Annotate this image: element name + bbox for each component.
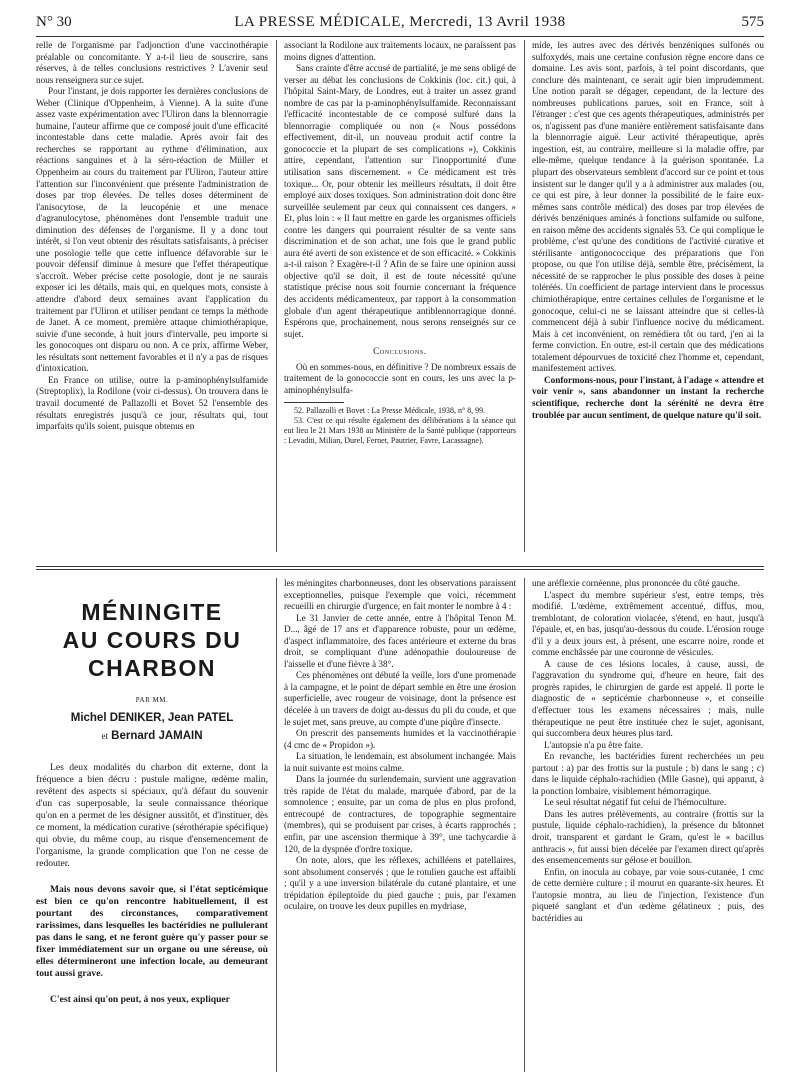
paragraph: Sans crainte d'être accusé de partialité, je me sens obligé de verser au débat les conclusions de Cokkinis (loc. cit.) qui, à l'hôpital Saint-Mary, de Londres, eut à traiter un assez grand nombre de cas par la p-aminophénylsulfamide. Reconnaissant l'efficacité incontestable de ce composé sulfuré dans la blennorragie compliquée ou non (« Nous possédons effectivement, dit-il, un nouveau produit actif contre la gonococcie et la plupart de ses complications »), Cokkinis attire, cependant, l'attention sur l'inopportunité d'une utilisation sans discernement. « Ce médicament est très toxique... Or, pour obtenir les meilleurs résultats, il doit être employé aux doses toxiques. Son administration doit donc être surveillée seulement par ceux qui connaissent ces dangers. » Et, plus loin : « Il faut mettre en garde les organismes officiels contre les dangers qui pourraient résulter de sa vente sans discrimination et de son achat, une fois que le grand public aura été averti de son existence et de son efficacité. » Cokkinis a-t-il raison ? Exagère-t-il ? Afin de se faire une opinion aussi objective qu'il se doit, il est de toute nécessité qu'une statistique précise nous soit fournie concernant la fréquence des accidents médicamenteux, par rapport à la consommation globale d'un agent thérapeutique antiblennorragique donné. Espérons que, prochainement, nous serons renseignés sur ce sujet.: [284, 63, 516, 339]
paragraph: On note, alors, que les réflexes, achilléens et patellaires, sont absolument conservés ; que le rotulien gauche est affaibli ; qu'il y a une inversion bilatérale du cutané plantaire, et une trépidation épileptoïde du pied gauche ; puis, par l'examen oculaire, on trouve les deux pupilles en mydriase,: [284, 855, 516, 912]
page-number: 575: [741, 14, 764, 30]
column-rule: [524, 40, 525, 552]
byline-par: PAR MM.: [135, 696, 169, 704]
article-title-line-2: AU COURS DU CHARBON: [62, 627, 242, 681]
article-title-block: [36, 598, 268, 742]
paragraph: La situation, le lendemain, est absolument inchangée. Mais la nuit suivante est moins calme.: [284, 751, 516, 773]
article-separator: [36, 566, 764, 567]
authors-conjunction: et: [101, 731, 108, 741]
paragraph: mide, les autres avec des dérivés benzéniques sulfonés ou sulfoxydés, mais une certaine confusion règne encore dans ce domaine. Les avis sont, parfois, à tel point discordants, que conclure dès maintenant, ce serait agir bien imprudemment. Une notion paraît se dégager, cependant, de la lecture des nombreuses publications parues, soit en France, soit à l'étranger : c'est que ces agents thérapeutiques, administrés per os, n'agissent pas d'une manière entièrement satisfaisante dans la blennorragie aiguë. Leur activité thérapeutique, après ingestion, est, au contraire, meilleure si la maladie offre, par elle-même, quelque tendance à la guérison spontanée. La plupart des observateurs semblent d'accord sur ce point et tous insistent sur le danger qu'il y a à administrer aux malades (ou, ce qui est pire, à leur donner la possibilité de le faire eux-mêmes sans contrôle médical) des doses par trop élevées de dérivés benzéniques aminés à fonctions sulfamide ou sulfone, en raison même des accidents signalés 53. Ce qui complique le problème, c'est qu'une des conditions de l'activité curative et stérilisante antigonococcique des préparations que l'on propose, ou que l'on utilise déjà, semble être, précisément, la nécessité de se rapprocher le plus possible des doses à peine toléréés. Un coefficient de partage intervient dans le processus chimiothérapique, entre certaines cellules de l'organisme et le gonocoque, celui-ci ne se laissant atteindre que si celles-là commencent déjà à subir l'influence nocive du médicament. Mais à cet inconvénient, on remédiera tôt ou tard, j'en ai la ferme conviction. En outre, est-il certain que des médications totalement dépourvues de toxicité chez l'homme et, cependant, manifestement actives.: [532, 40, 764, 374]
paragraph: Les deux modalités du charbon dit externe, dont la fréquence a bien décru : pustule maligne, œdème malin, revêtent des aspects si spéciaux, qu'à défaut du souvenir d'un cas superposable, la seule connaissance théorique qu'on en a permet de les désigner aussitôt, et d'instituer, dès ce moment, la médication curative (sérothérapie spécifique) qui obvie, du même coup, au risque d'ensemencement de l'organisme, la grande complication que l'on ne cesse de redouter.: [36, 762, 268, 869]
paragraph: En France on utilise, outre la p-aminophénylsulfamide (Streptoplix), la Rodilone (voir ci-dessus). On trouvera dans le travail documenté de Pallazolli et Bovet 52 l'ensemble des résultats enregistrés jusqu'à ce jour, résultats qui, tout imparfaits qu'ils soient, puisque obtenus en: [36, 374, 268, 432]
column-rule: [276, 40, 277, 552]
paragraph: En revanche, les bactéridies furent recherchées un peu partout : a) par des frottis sur la pustule ; b) dans le sang ; c) dans le liquide céphalo-rachidien (Mlle Gasne), qui apparut, à la ponction lombaire, visiblement hémorragique.: [532, 751, 764, 796]
paragraph: C'est ainsi qu'on peut, à nos yeux, expliquer: [50, 994, 230, 1005]
paragraph: relle de l'organisme par l'adjonction d'une vaccinothérapie préalable ou concomitante. Y a-t-il lieu de souscrire, sans réserves, à de telles conclusions restrictives ? L'avenir seul nous renseignera sur ce sujet.: [36, 40, 268, 85]
column-rule: [524, 578, 525, 1072]
running-header: [36, 14, 764, 36]
paragraph: Conformons-nous, pour l'instant, à l'adage « attendre et voir venir », sans abandonner un instant la recherche scientifique, recherche dont la sérénité ne devra être troublée par aucun sentiment, de quelque nature qu'il soit.: [532, 374, 764, 420]
spacer: [36, 980, 268, 994]
paragraph: Le seul résultat négatif fut celui de l'hémoculture.: [544, 797, 727, 808]
paragraph: une aréflexie cornéenne, plus prononcée du côté gauche.: [532, 578, 740, 588]
paragraph: associant la Rodilone aux traitements locaux, ne paraissent pas moins dignes d'attention.: [284, 40, 516, 62]
article-title-line-1: MÉNINGITE: [81, 599, 223, 625]
paragraph: Pour l'instant, je dois rapporter les dernières conclusions de Weber (Clinique d'Oppenheim, à Vienne). A la suite d'une assez vaste expérimentation avec l'Uliron dans la blennorragie humaine, l'auteur affirme que ce composé jouit d'une efficacité incontestable dans cette maladie. Après avoir fait des recherches se rapportant au rythme d'élimination, aux réactions sanguines et à la séro-réaction de Müller et Oppenheim au cours du traitement par l'Uliron, l'auteur attire l'attention sur l'inconvénient que présente l'administration de doses par trop élevées. De telles doses déterminent de l'anisocytose, de la leucopénie et une menace d'agranulocytose, phénomènes dont l'ensemble traduit une diminution des défenses de l'organisme. Il y a donc tout intérêt, si l'on veut obtenir des résultats satisfaisants, à préciser une posologie telle que cette influence défavorable sur le pouvoir défensif diminue à mesure que l'effet thérapeutique s'accroît. Weber précise cette posologie, dont je ne saurais exposer ici les détails, mais qui, en quelques mots, consiste à attendre d'abord deux semaines avant l'application du traitement par l'Uliron et utiliser pendant ce temps la méthode de Janet. A ce moment, première attaque chimiothérapique, suivie d'une seconde, à huit jours d'intervalle, peu importe si les gonocoques ont disparu ou non. A ce prix, affirme Weber, les résultats sont nettement favorables et il n'y a pas de risques d'intoxication.: [36, 86, 268, 374]
paragraph: Où en sommes-nous, en définitive ? De nombreux essais de traitement de la gonococcie sont en cours, les uns avec la p-aminophénylsulfa-: [284, 361, 516, 395]
section-heading: Conclusions.: [373, 346, 427, 357]
footnote: 52. Pallazolli et Bovet : La Presse Médicale, 1938, n° 8, 99.: [294, 406, 486, 416]
paragraph: Le 31 Janvier de cette année, entre à l'hôpital Tenon M. D..., âgé de 17 ans et d'apparence robuste, pour un œdème, d'aspect inflammatoire, des faces antérieure et externe du bras droit, se compliquant d'une adénopathie douloureuse de l'aisselle et d'une fièvre à 38°.: [284, 612, 516, 669]
article-separator-double: [36, 569, 764, 570]
footnotes: [284, 406, 516, 446]
journal-title: LA PRESSE MÉDICALE, Mercredi, 13 Avril 1938: [234, 14, 566, 30]
header-rule: [36, 36, 764, 37]
paragraph: On prescrit des pansements humides et la vaccinothérapie (4 cmc de « Propidon »).: [284, 728, 516, 750]
paragraph: Ces phénomènes ont débuté la veille, lors d'une promenade à la campagne, et le point de départ semble en être une érosion superficielle, avec rougeur de voisinage, dont la présence est décelée à un travers de doigt au-dessus du pli du coude, et que le sujet met, sans preuve, au compte d'une piqûre d'insecte.: [284, 670, 516, 727]
footnote-rule: [284, 402, 344, 403]
spacer: [36, 870, 268, 884]
column-rule: [276, 578, 277, 1072]
paragraph: Dans les autres prélèvements, au contraire (frottis sur la pustule, liquide céphalo-rachidien), la présence du bâtonnet droit, transparent et gardant le Gram, qu'est le « bacillus anthracis », fut aussi bien décelée par l'examen direct qu'après des ensemencements sur gélose et bouillon.: [532, 808, 764, 866]
issue-number: N° 30: [36, 14, 72, 30]
paragraph: Enfin, on inocula au cobaye, par voie sous-cutanée, 1 cmc de cette dernière culture ; il mourut en quarante-six heures. Et l'autopsie montra, au lieu de l'injection, l'existence d'un piqueté sanglant et d'un œdème gélatineux ; puis, des bactéridies au: [532, 866, 764, 923]
paragraph: Mais nous devons savoir que, si l'état septicémique est bien ce qu'on rencontre habituellement, il est pourtant des circonstances, comparativement rarissimes, dans lesquelles les bactéridies ne pullulerant pas dans le sang, et ne feront guère qu'y passer pour se fixer immédiatement sur un organe ou une séreuse, où elles détermineront une infection locale, au demeurant tout aussi grave.: [36, 884, 268, 979]
top-column-3: [532, 40, 764, 552]
top-column-2: [284, 40, 516, 552]
paragraph: les méningites charbonneuses, dont les observations paraissent exceptionnelles, puisque l'exemple que voici, récemment recueilli en chirurgie d'urgence, en fait monter le nombre à 4 :: [284, 578, 516, 612]
article-column-2: [284, 578, 516, 1072]
top-column-1: [36, 40, 268, 552]
authors-line-2: [36, 730, 268, 742]
footnote: 53. C'est ce qui résulte également des délibérations à la séance qui eut lieu le 21 Mars 1938 au Ministère de la Santé publique (rapporteurs : Levaditi, Milian, Durel, Fernet, Pautrier, Favre, Lacassagne).: [284, 416, 516, 446]
paragraph: L'aspect du membre supérieur s'est, entre temps, très modifié. L'œdème, extrêmement accentué, diffus, mou, tremblotant, de coloration violacée, s'étend, en haut, jusqu'à l'épaule, et, en bas, jusqu'au-dessous du coude. L'érosion rouge d'il y a deux jours est, à présent, une escarre noire, ronde et comme enchâssée par une couronne de vésicules.: [532, 589, 764, 658]
paragraph: L'autopsie n'a pu être faite.: [544, 739, 643, 750]
article-column-1: [36, 762, 268, 1072]
paragraph: Dans la journée du surlendemain, survient une aggravation très rapide de l'état du malade, marquée d'abord, par de la somnolence ; ensuite, par un coma de plus en plus profond, entrecoupé de contractures, de topographie segmentaire (membres), qui se produisent par crises, à écarts rapprochés ; enfin, par une ascension thermique à 39°, une tachycardie à 120, de la dyspnée d'ordre toxique.: [284, 774, 516, 854]
authors-line-1: Michel DENIKER, Jean PATEL: [70, 712, 234, 724]
author-name: Bernard JAMAIN: [111, 730, 203, 742]
article-column-3: [532, 578, 764, 1072]
paragraph: A cause de ces lésions locales, à cause, aussi, de l'aggravation du syndrome qui, d'heure en heure, fait des progrès rapides, le chirurgien de garde est appelé. Il porte le diagnostic de « septicémie charbonneuse », et conseille d'effectuer tous les examens nécessaires ; mais, nulle thérapeutique ne peut être instituée chez le sujet, agonisant, qui succombera deux heures plus tard.: [532, 658, 764, 739]
